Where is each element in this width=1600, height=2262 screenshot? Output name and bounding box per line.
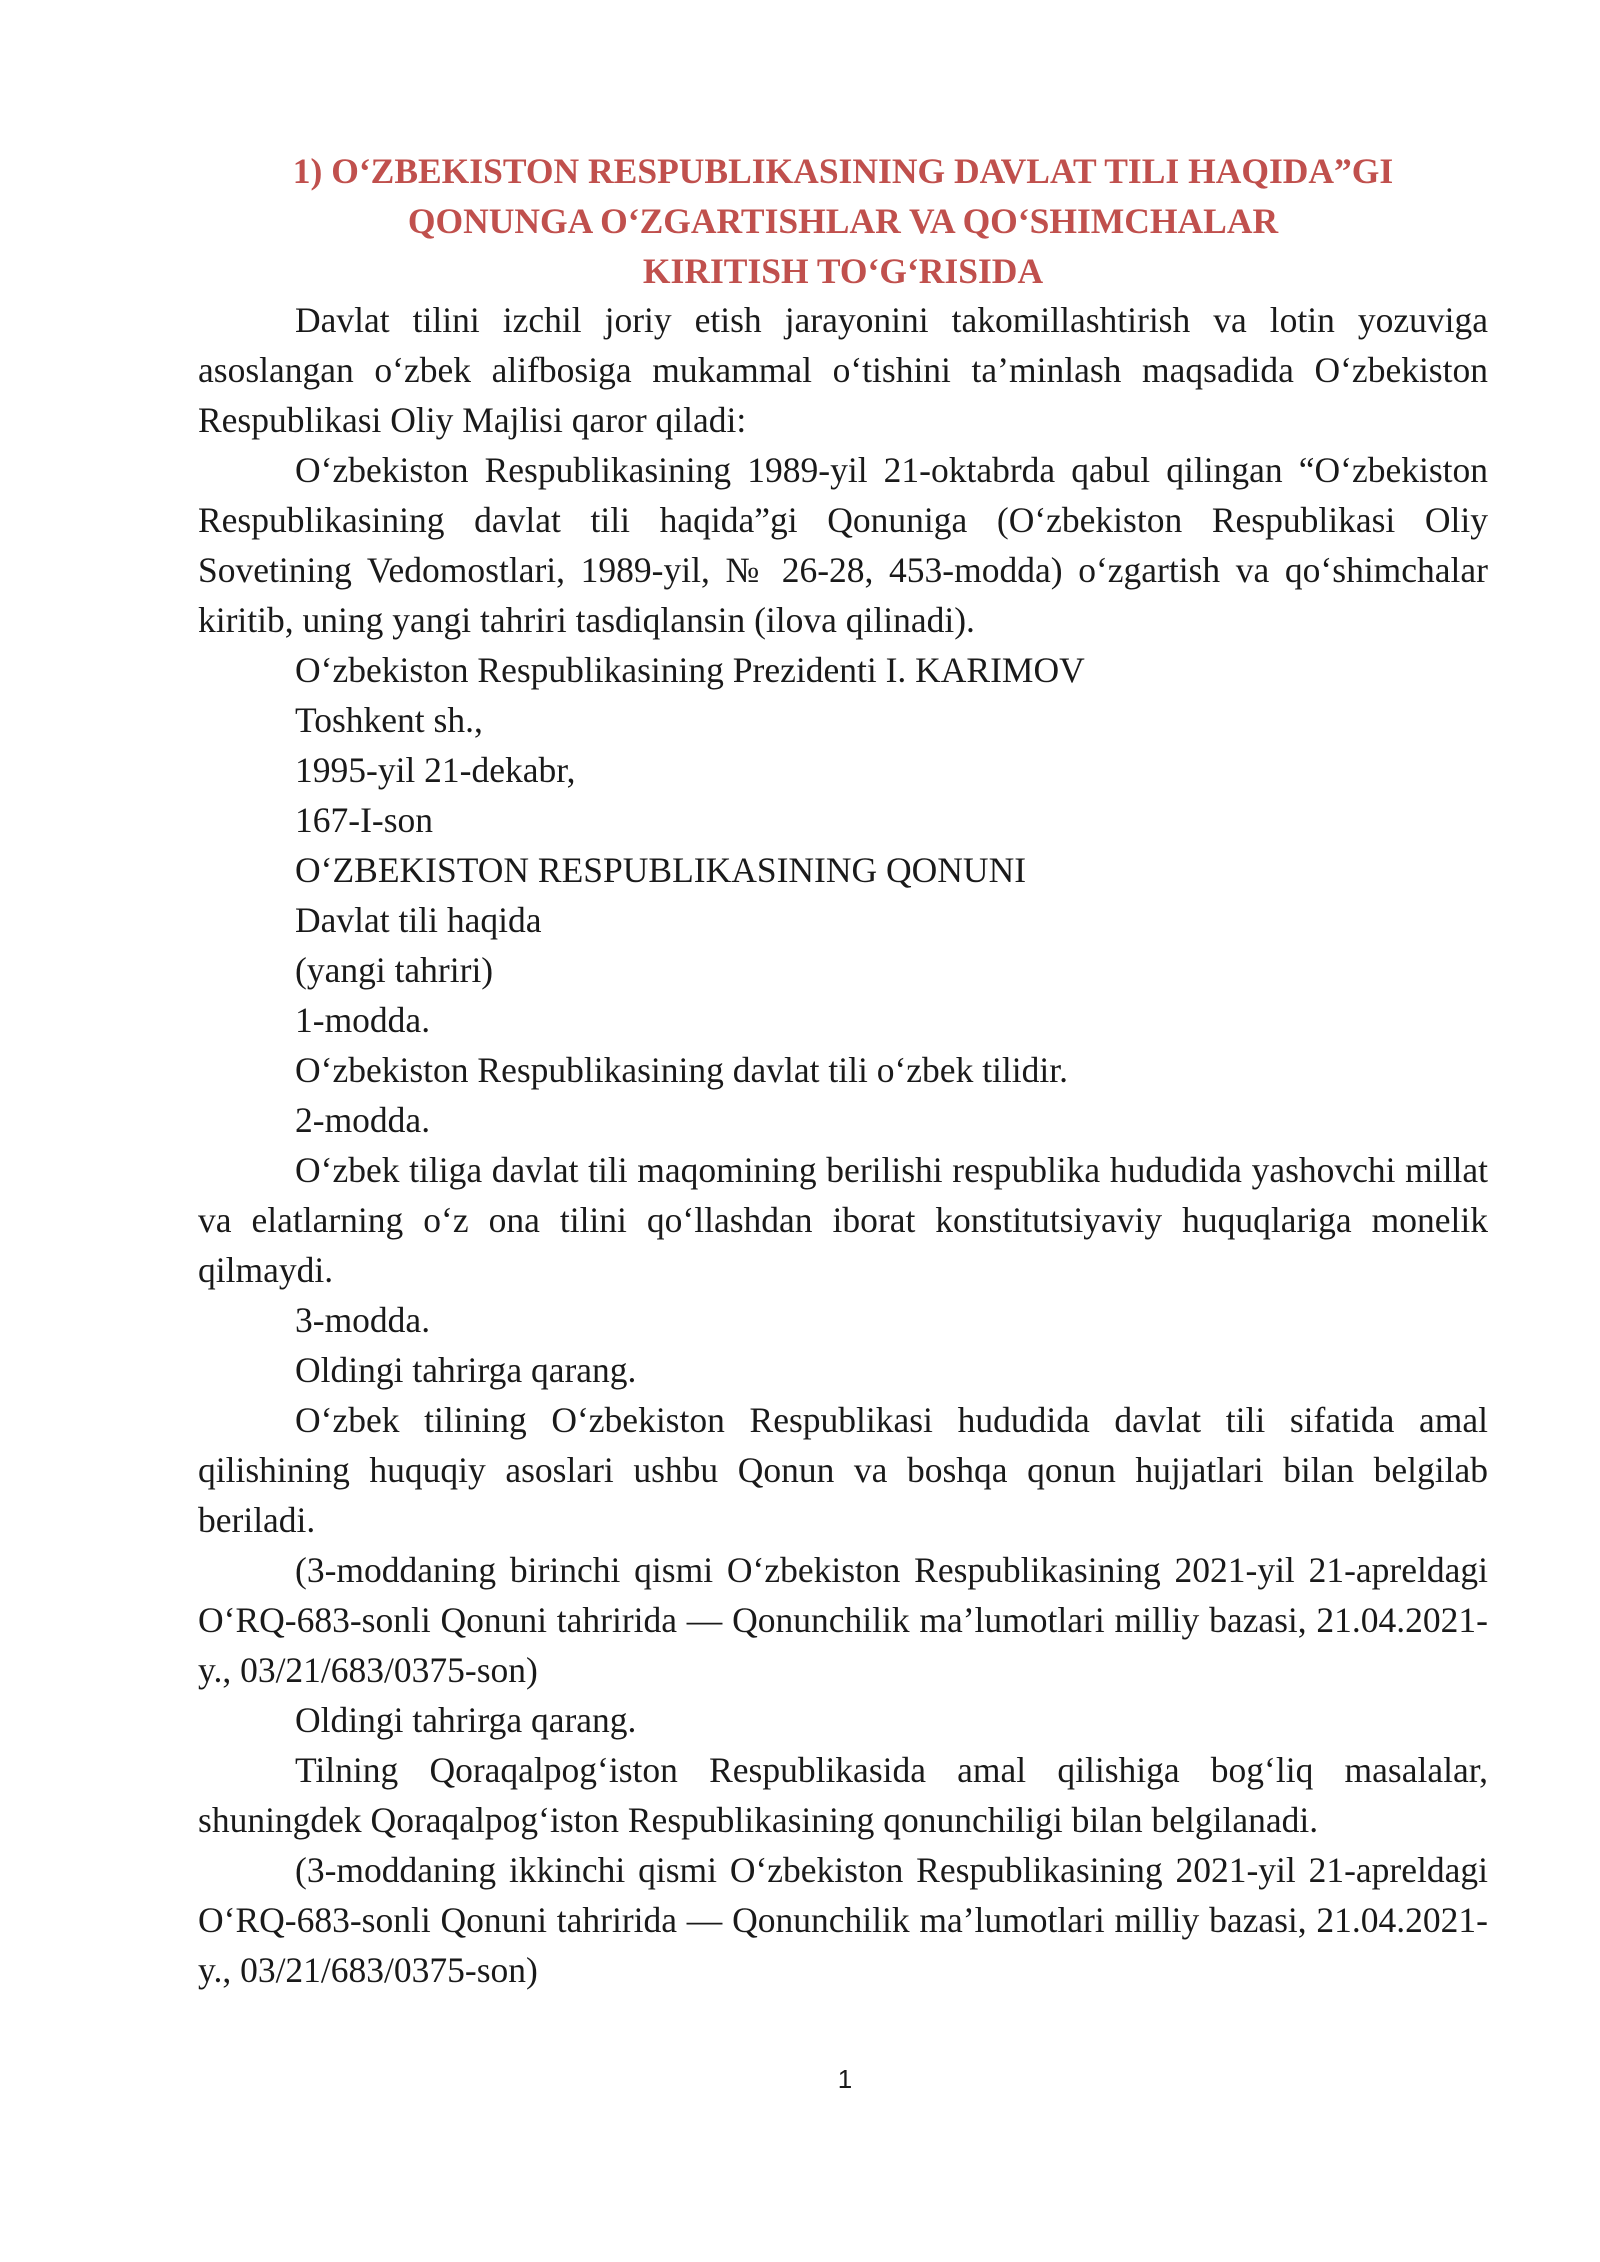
- article-1-text: O‘zbekiston Respublikasining davlat tili o‘zbek tilidir.: [295, 1050, 1068, 1090]
- article-1-heading: 1-modda.: [295, 1000, 431, 1040]
- signature-city: Toshkent sh.,: [295, 700, 483, 740]
- article-2-heading: 2-modda.: [295, 1100, 431, 1140]
- article-3-part-1-amendment-note: (3-moddaning birinchi qismi O‘zbekiston Respublikasining 2021-yil 21-apreldagi O‘RQ-683-sonli Qonuni tahririda — Qonunchilik ma’lumotlari milliy bazasi, 21.04.2021-y., 03/21/683/0375-son): [198, 1550, 1488, 1690]
- title-line-1: 1) O‘ZBEKISTON RESPUBLIKASINING DAVLAT TILI HAQIDA”GI: [292, 151, 1394, 191]
- law-subject: Davlat tili haqida: [295, 900, 542, 940]
- article-3-part-2-text: Tilning Qoraqalpog‘iston Respublikasida amal qilishiga bog‘liq masalalar, shuningdek Qoraqalpog‘iston Respublikasining qonunchiligi bilan belgilanadi.: [198, 1750, 1488, 1840]
- title-line-3: KIRITISH TO‘G‘RISIDA: [642, 251, 1044, 291]
- article-3-part-2-amendment-note: (3-moddaning ikkinchi qismi O‘zbekiston Respublikasining 2021-yil 21-apreldagi O‘RQ-683-sonli Qonuni tahririda — Qonunchilik ma’lumotlari milliy bazasi, 21.04.2021-y., 03/21/683/0375-son): [198, 1850, 1488, 1990]
- signature-president: O‘zbekiston Respublikasining Prezidenti I. KARIMOV: [295, 650, 1085, 690]
- article-2-text: O‘zbek tiliga davlat tili maqomining berilishi respublika hududida yashovchi millat va elatlarning o‘z ona tilini qo‘llashdan iborat konstitutsiyaviy huquqlariga monelik qilmaydi.: [198, 1150, 1488, 1290]
- previous-edition-link-2[interactable]: Oldingi tahrirga qarang.: [295, 1700, 637, 1740]
- document-title: [198, 146, 1488, 296]
- article-3-part-1-text: O‘zbek tilining O‘zbekiston Respublikasi hududida davlat tili sifatida amal qilishining huquqiy asoslari ushbu Qonun va boshqa qonun hujjatlari bilan belgilab beriladi.: [198, 1400, 1488, 1540]
- law-edition-note: (yangi tahriri): [295, 950, 494, 990]
- previous-edition-link-1[interactable]: Oldingi tahrirga qarang.: [295, 1350, 637, 1390]
- signature-date: 1995-yil 21-dekabr,: [295, 750, 576, 790]
- law-heading: O‘ZBEKISTON RESPUBLIKASINING QONUNI: [295, 850, 1027, 890]
- article-3-heading: 3-modda.: [295, 1300, 431, 1340]
- signature-number: 167-I-son: [295, 800, 434, 840]
- paragraph-resolution: O‘zbekiston Respublikasining 1989-yil 21-oktabrda qabul qilingan “O‘zbekiston Respublikasining davlat tili haqida”gi Qonuniga (O‘zbekiston Respublikasi Oliy Sovetining Vedomostlari, 1989-yil, № 26-28, 453-modda) o‘zgartish va qo‘shimchalar kiritib, uning yangi tahriri tasdiqlansin (ilova qilinadi).: [198, 450, 1488, 640]
- title-line-2: QONUNGA O‘ZGARTISHLAR VA QO‘SHIMCHALAR: [407, 201, 1279, 241]
- paragraph-preamble: Davlat tilini izchil joriy etish jarayonini takomillashtirish va lotin yozuviga asoslangan o‘zbek alifbosiga mukammal o‘tishini ta’minlash maqsadida O‘zbekiston Respublikasi Oliy Majlisi qaror qiladi:: [198, 300, 1488, 440]
- page-number: 1: [837, 2064, 853, 2094]
- document-body: [198, 146, 1488, 1995]
